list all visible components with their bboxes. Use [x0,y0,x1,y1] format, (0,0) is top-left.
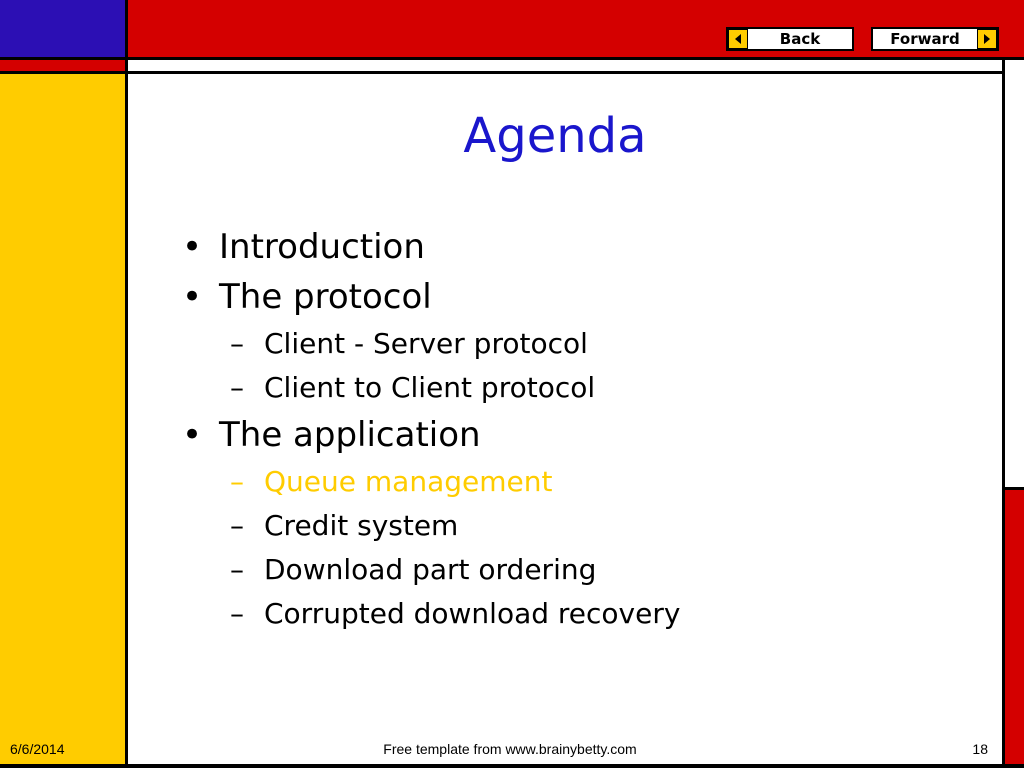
slide-number: 18 [972,741,988,757]
frame-left-red-strip [0,60,128,74]
back-button[interactable] [726,27,854,51]
slide-title: Agenda [463,108,647,164]
back-button-label: Back [779,30,821,48]
agenda-subitem-corrupted-download-recovery [180,592,980,636]
footer-source: Free template from www.brainybetty.com [383,741,637,757]
agenda-item-application [180,410,980,460]
agenda-subitem-text: Client to Client protocol [264,371,596,404]
dash-marker: – [230,509,244,542]
agenda-subitem-text: Credit system [264,509,459,542]
frame-bottom-line [0,764,1024,768]
footer-date: 6/6/2014 [10,741,65,757]
agenda-subitem-client-to-client [180,366,980,410]
bullet-marker: • [182,415,203,455]
forward-button[interactable] [871,27,999,51]
agenda-item-text: Introduction [219,227,425,267]
frame-right-red-block [1002,490,1024,768]
agenda-subitem-client-server [180,322,980,366]
dash-marker: – [230,597,244,630]
agenda-subitem-text: Download part ordering [264,553,597,586]
dash-marker: – [230,465,244,498]
frame-purple-block [0,0,128,60]
bullet-marker: • [182,227,203,267]
agenda-list [180,222,980,636]
agenda-subitem-text: Corrupted download recovery [264,597,681,630]
frame-right-white-block [1002,60,1024,490]
agenda-item-text: The application [219,415,481,455]
agenda-item-text: The protocol [219,277,432,317]
arrow-left-icon [728,29,748,49]
frame-top-white-strip [128,60,1002,74]
dash-marker: – [230,553,244,586]
arrow-right-icon [977,29,997,49]
dash-marker: – [230,327,244,360]
dash-marker: – [230,371,244,404]
forward-button-label: Forward [890,30,960,48]
agenda-item-protocol [180,272,980,322]
agenda-subitem-text: Client - Server protocol [264,327,588,360]
agenda-item-introduction [180,222,980,272]
agenda-subitem-queue-management [180,460,980,504]
agenda-subitem-text: Queue management [264,465,553,498]
agenda-subitem-download-part-ordering [180,548,980,592]
frame-left-yellow-bar [0,74,128,768]
agenda-subitem-credit-system [180,504,980,548]
bullet-marker: • [182,277,203,317]
